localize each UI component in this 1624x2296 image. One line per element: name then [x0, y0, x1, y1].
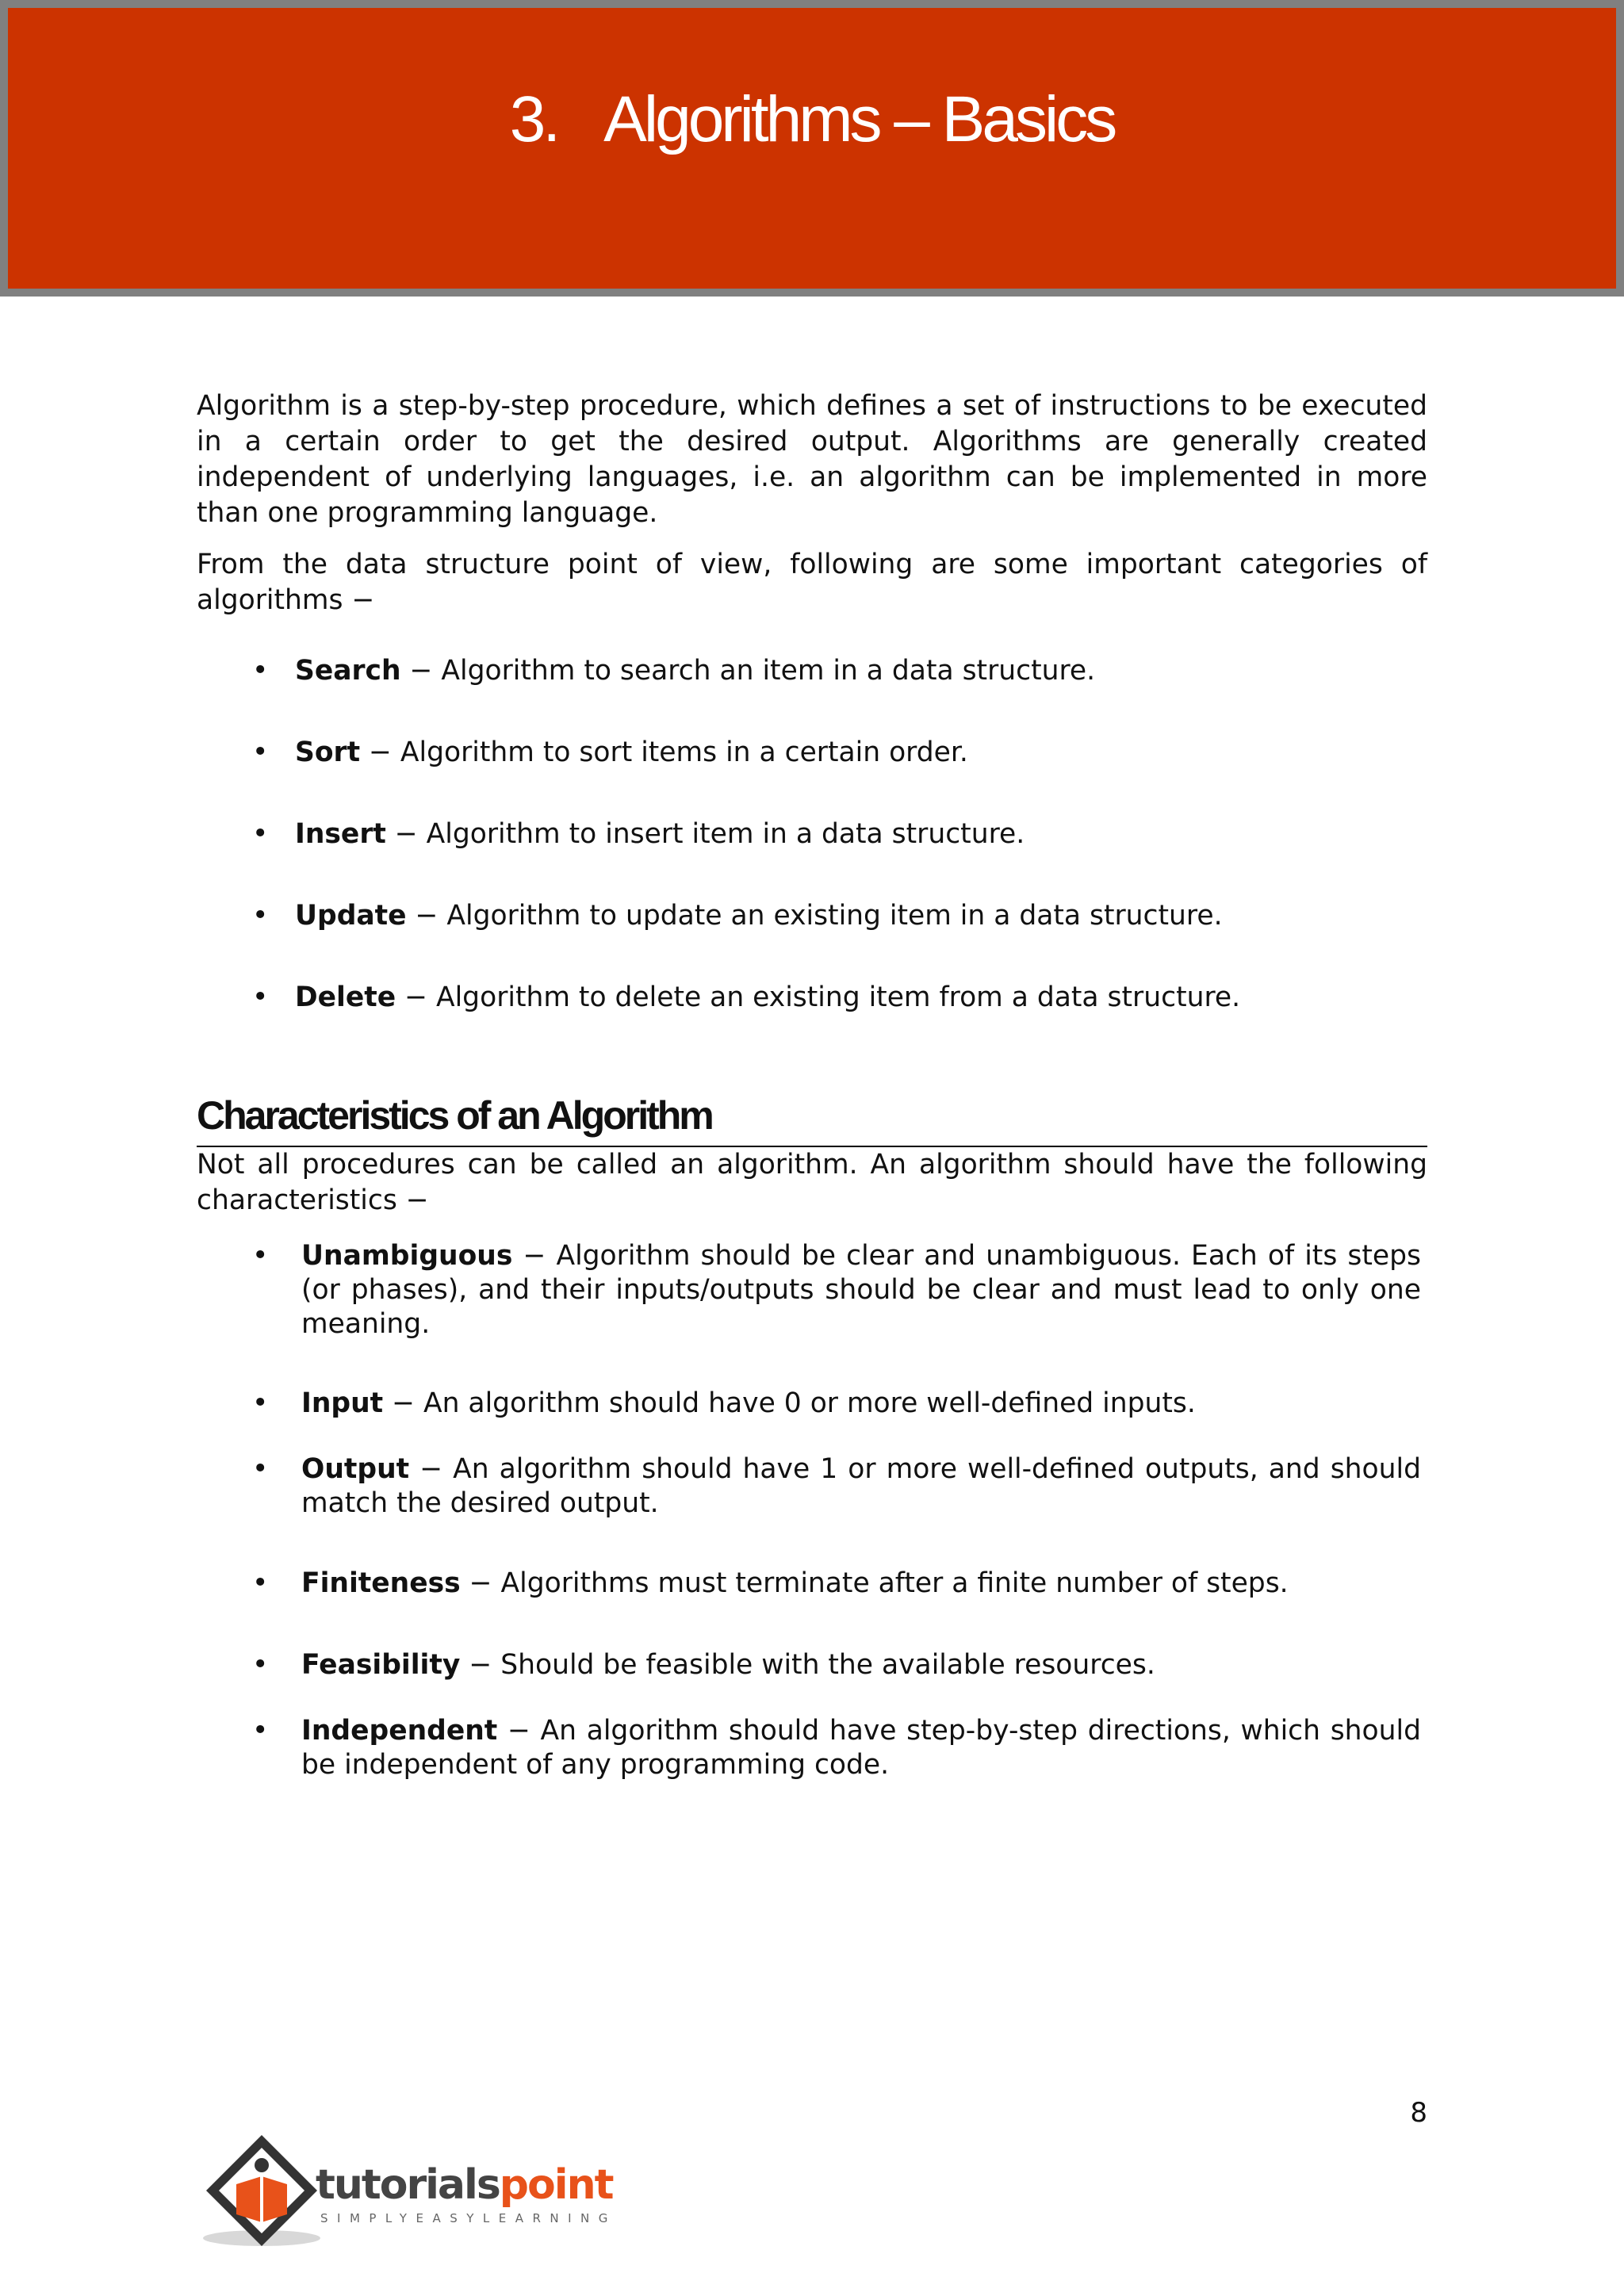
- term: Update: [295, 900, 407, 932]
- term: Input: [301, 1387, 384, 1419]
- term: Delete: [295, 982, 396, 1013]
- term: Insert: [295, 818, 386, 850]
- description: − Algorithm to delete an existing item from a data structure.: [396, 982, 1241, 1013]
- description: − Algorithms must terminate after a finite number of steps.: [460, 1567, 1289, 1599]
- chapter-title-text: Algorithms – Basics: [603, 83, 1115, 155]
- list-item: [197, 898, 1427, 980]
- bullet-icon: •: [252, 1453, 269, 1485]
- bullet-icon: •: [252, 900, 269, 932]
- characteristics-intro: Not all procedures can be called an algorithm. An algorithm should have the following characteristics −: [197, 1149, 1427, 1216]
- term: Output: [301, 1453, 410, 1485]
- term: Unambiguous: [301, 1240, 513, 1272]
- description: − An algorithm should have 1 or more well-defined outputs, and should match the desired output.: [301, 1453, 1421, 1519]
- logo-reader-icon: [255, 2158, 269, 2172]
- list-item: [197, 1714, 1421, 1782]
- description: − Algorithm should be clear and unambiguous. Each of its steps (or phases), and their inputs/outputs should be clear and must lead to only one meaning.: [301, 1240, 1421, 1340]
- list-item: [197, 1239, 1421, 1341]
- category-list: [197, 653, 1427, 1062]
- intro-paragraph: Algorithm is a step-by-step procedure, which defines a set of instructions to be executed in a certain order to get the desired output. Algorithms are generally created independent of underlying languages, i.e. an algorithm can be implemented in more than one programming language.: [197, 390, 1427, 529]
- categories-intro: From the data structure point of view, following are some important categories of algorithms −: [197, 549, 1427, 616]
- description: − Algorithm to update an existing item in a data structure.: [406, 900, 1223, 932]
- list-item: [197, 980, 1427, 1062]
- chapter-title: [8, 83, 1616, 155]
- svg-text:tutorialspoint: [316, 2161, 614, 2209]
- term: Feasibility: [301, 1649, 461, 1681]
- description: − Should be feasible with the available resources.: [460, 1649, 1155, 1681]
- description: − An algorithm should have step-by-step directions, which should be independent of any programming code.: [301, 1715, 1421, 1781]
- term: Independent: [301, 1715, 498, 1747]
- section-heading: Characteristics of an Algorithm: [197, 1092, 1427, 1147]
- bullet-icon: •: [252, 1649, 269, 1681]
- logo-tagline: SIMPLYEASYLEARNING: [320, 2211, 617, 2225]
- main-content: [197, 388, 1427, 1782]
- chapter-banner: [0, 0, 1624, 297]
- list-item: [197, 735, 1427, 817]
- bullet-icon: •: [252, 982, 269, 1013]
- bullet-icon: •: [252, 655, 269, 687]
- page-number: 8: [1410, 2097, 1427, 2129]
- description: − Algorithm to search an item in a data structure.: [400, 655, 1096, 687]
- list-item: [197, 1648, 1421, 1682]
- chapter-number: 3.: [509, 83, 558, 155]
- bullet-icon: •: [252, 818, 269, 850]
- logo-text-point: point: [499, 2161, 613, 2209]
- description: − An algorithm should have 0 or more well-defined inputs.: [383, 1387, 1196, 1419]
- description: − Algorithm to sort items in a certain order.: [360, 737, 968, 768]
- bullet-icon: •: [252, 1387, 269, 1419]
- tutorialspoint-logo: [197, 2129, 625, 2256]
- list-item: [197, 1452, 1421, 1521]
- list-item: [197, 653, 1427, 735]
- list-item: [197, 1387, 1421, 1421]
- list-item: [197, 817, 1427, 898]
- term: Sort: [295, 737, 361, 768]
- logo-text-tutorials: tutorials: [316, 2161, 500, 2209]
- term: Finiteness: [301, 1567, 461, 1599]
- term: Search: [295, 655, 401, 687]
- bullet-icon: •: [252, 737, 269, 768]
- list-item: [197, 1567, 1421, 1601]
- bullet-icon: •: [252, 1567, 269, 1599]
- description: − Algorithm to insert item in a data structure.: [385, 818, 1025, 850]
- bullet-icon: •: [252, 1715, 269, 1747]
- characteristics-list: [197, 1239, 1421, 1782]
- bullet-icon: •: [252, 1240, 269, 1272]
